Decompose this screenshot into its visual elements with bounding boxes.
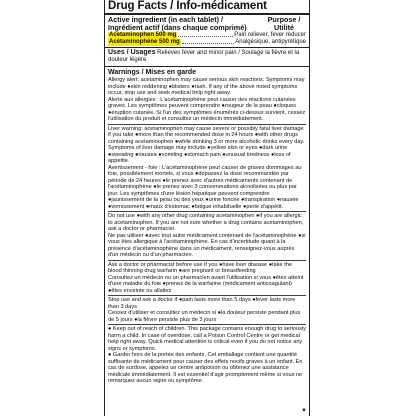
ask-doctor-fr: Consultez un médecin ou un pharmacien avant l'utilisation si vous ●êtes atteint d'une maladie du foie ●prenez de la warfarine (médicament anticoagulant) ●êtes enceinte ou allaitez	[108, 274, 304, 294]
drug-facts-title: Drug Facts / Info-médicament	[105, 0, 309, 15]
paragraph-divider	[108, 324, 306, 325]
section-divider	[105, 66, 309, 67]
do-not-use-fr: Ne pas utiliser ●avec tout autre médicament contenant de l'acétaminophène ●si vous êtes allergique à l'acétaminophène. En cas d'incertitude quant à la présence d'acétaminophène dans un médicament, renseignez-vous auprès d'un médecin ou d'un pharmacien.	[108, 232, 306, 258]
warnings-title: Warnings / Mises en garde	[108, 69, 197, 76]
ingredient-name: Acétaminophène 500 mg	[109, 39, 180, 45]
ingredient-purpose: Pain reliever, fever reducer	[234, 32, 306, 38]
stop-use-en: Stop use and ask a doctor if ●pain lasts more than 5 days ●fever lasts more than 3 days	[108, 297, 296, 310]
ask-doctor-en: Ask a doctor or pharmacist before use if you ●have liver disease ●take the blood thinning drug warfarin ●are pregnant or breastfeeding	[108, 261, 292, 274]
uses-section	[105, 49, 309, 65]
ingredient-row	[105, 39, 309, 46]
leader-dots	[182, 43, 235, 44]
allergy-alert-fr: Alerte aux allergies : L'acétaminophène peut causer des réactions cutanées graves. Les symptômes peuvent comprendre ●rougeur de la peau ●cloques ●éruption cutanée. Si l'un des symptômes énumérés ci-dessus survient, cessez l'utilisation du produit et consultez un médecin immédiatement.	[108, 96, 306, 122]
paragraph-divider	[108, 295, 306, 296]
ingredient-name: Acetaminophen 500 mg	[109, 32, 177, 38]
keep-out-of-reach-fr: ● Garder hors de la portée des enfants. Cet emballage contient une quantité suffisante de médicament pour causer des effets nocifs graves à un enfant. En cas de surdose, appelez un centre antipoison ou obtenez une assistance médicale immédiatement. Il est essentiel d'agir promptement même si vous ne remarquez aucun signe ou symptôme.	[108, 352, 303, 384]
section-divider	[105, 47, 309, 48]
continue-arrow-icon: ▼	[301, 408, 307, 414]
liver-warning-en: Liver warning: acetaminophen may cause severe or possibly fatal liver damage if you take ●more than the recommended dose in 24 hours ●with other drugs containing acetaminophen ●while drinking 3 or more alcoholic drinks every day. Symptoms of liver damage may include ●yellow skin or eyes ●dark urine ●sweating ●nausea ●vomiting ●stomach pain ●unusual tiredness ●loss of appetite.	[108, 125, 305, 164]
drug-facts-panel	[104, 0, 310, 416]
uses-text: Relieves fever and minor pain / Soulage la fièvre et la douleur légère	[108, 50, 300, 63]
ingredient-purpose: Analgésique, antipyrétique	[235, 39, 306, 45]
allergy-alert-en: Allergy alert: acetaminophen may cause serious skin reactions. Symptoms may include ●skin reddening ●blisters ●rash. If any of the above noted symptoms occur, stop use and seek medical help right away.	[108, 77, 305, 96]
active-ingredient-label-fr: Ingrédient actif (dans chaque comprimé)	[108, 23, 247, 32]
paragraph-divider	[108, 211, 306, 212]
keep-out-of-reach-en: ● Keep out of reach of children. This package contains enough drug to seriously harm a child. In case of overdose, call a Poison Control Centre or get medical help right away. Quick medical attention is critical even if you do not notice any signs or symptoms.	[108, 326, 306, 352]
active-ingredient-label-en: Active ingredient (in each tablet) /	[108, 15, 224, 24]
active-ingredient-label	[108, 16, 247, 32]
paragraph-divider	[108, 124, 306, 125]
purpose-label-en: Purpose /	[267, 15, 301, 24]
stop-use-fr: Cessez d'utiliser et consultez un médecin si ●la douleur persiste pendant plus de 5 jours ●la fièvre persiste plus de 3 jours	[108, 310, 301, 323]
ingredient-row	[105, 32, 309, 39]
liver-warning-fr: Avertissement - foie : L'acétaminophène peut causer de graves dommages au foie, possiblement mortels, si vous ●dépassez la dose recommandée par période de 24 heures ●le prenez avec d'autres médicaments contenant de l'acétaminophène ●le prenez avec 3 consommations alcoolisées ou plus par jour. Les symptômes d'une lésion hépatique peuvent comprendre ●jaunissement de la peau ou des yeux ●urine foncée ●transpiration ●nausée ●vomissement ●maux d'estomac ●fatigue inhabituelle ●perte d'appétit.	[108, 164, 302, 210]
do-not-use-en: Do not use ●with any other drug containing acetaminophen ●if you are allergic to acetaminophen. If you are not sure whether a drug contains acetaminophen, ask a doctor or pharmacist.	[108, 213, 304, 232]
purpose-label-fr: Utilité	[274, 23, 294, 32]
active-ingredient-header	[105, 15, 309, 32]
leader-dots	[178, 36, 233, 37]
paragraph-divider	[108, 260, 306, 261]
purpose-label	[262, 16, 306, 32]
uses-label: Uses / Usages	[108, 49, 156, 56]
